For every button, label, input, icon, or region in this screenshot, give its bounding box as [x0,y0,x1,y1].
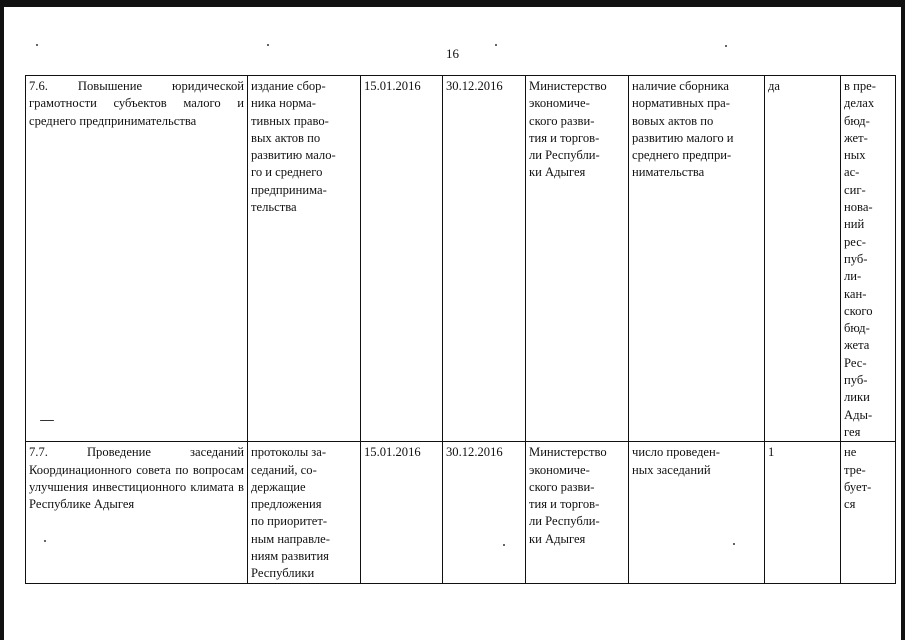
measure-cell: 7.7. Проведение заседаний Координационного совета по вопросам улучшения инвестиционного климата в Республике Адыгея [26,442,248,583]
measures-table [25,75,896,584]
table-row [26,442,896,583]
scan-border-left [0,0,4,640]
executor-cell: Министерство экономиче- ского разви- тия и торгов- ли Республи- ки Адыгея [526,442,629,583]
action-cell: издание сбор- ника норма- тивных право- вых актов по развитию мало- го и среднего предпринима- тельства [248,76,361,442]
funding-cell: в пре- делах бюд- жет- ных ас- сиг- нова- ний рес- пуб- ли- кан- ского бюд- жета Рес- пуб- лики Ады- гея [841,76,896,442]
indicator-cell: наличие сборника нормативных пра- вовых актов по развитию малого и среднего предпри- нимательства [629,76,765,442]
scan-border-top [0,0,905,7]
measure-cell: 7.6. Повышение юридической грамотности субъектов малого и среднего предпринимательства [26,76,248,442]
page-number: 16 [446,46,459,61]
value-cell: да [765,76,841,442]
end-date-cell: 30.12.2016 [443,76,526,442]
value-cell: 1 [765,442,841,583]
table-row [26,76,896,442]
start-date-cell: 15.01.2016 [361,76,443,442]
executor-cell: Министерство экономиче- ского разви- тия и торгов- ли Республи- ки Адыгея [526,76,629,442]
funding-cell: не тре- бует- ся [841,442,896,583]
end-date-cell: 30.12.2016 [443,442,526,583]
scan-border-right [901,0,905,640]
start-date-cell: 15.01.2016 [361,442,443,583]
action-cell: протоколы за- седаний, со- держащие предложения по приоритет- ным направле- ниям развития Республики [248,442,361,583]
indicator-cell: число проведен- ных заседаний [629,442,765,583]
